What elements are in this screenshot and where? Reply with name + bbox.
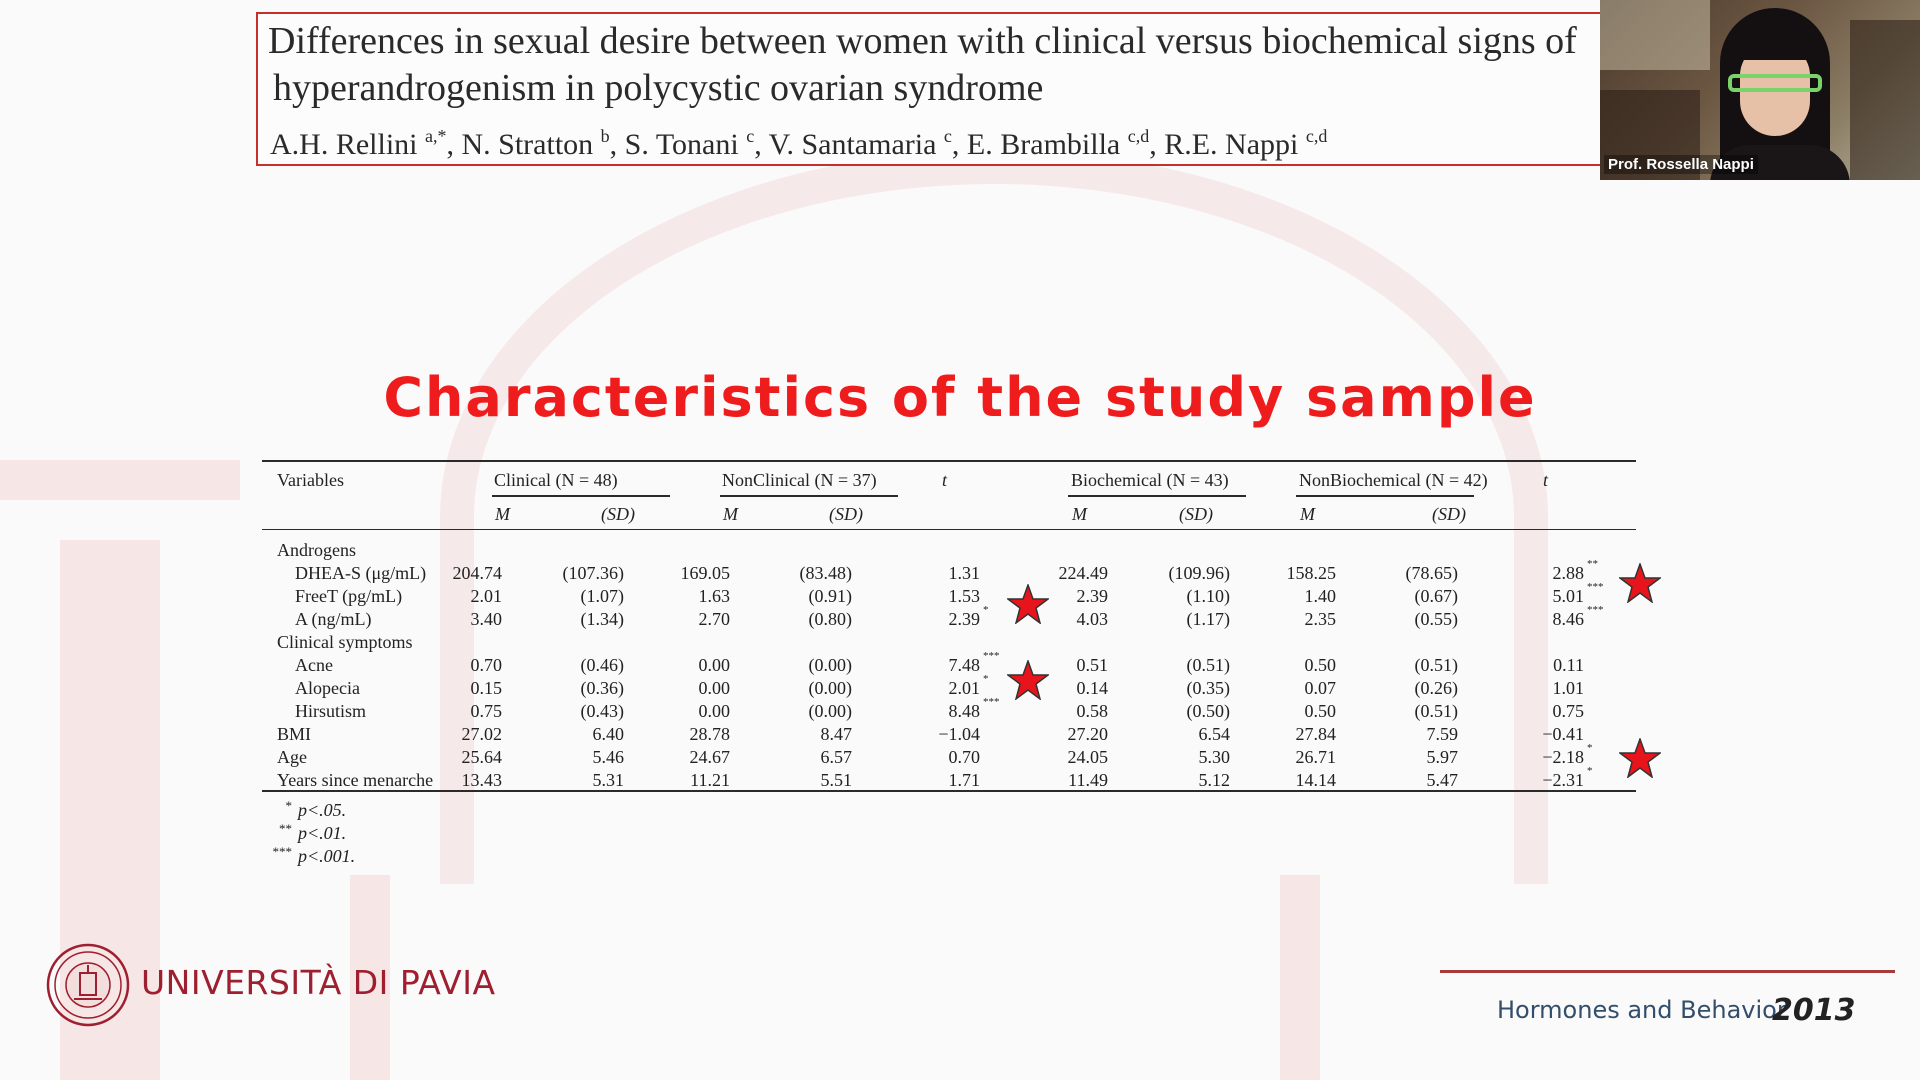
- nonclinical-group-rule: [720, 495, 898, 497]
- table-cell: 0.14: [1076, 678, 1108, 698]
- table-cell: 1.31: [948, 563, 980, 583]
- table-cell: 2.88 **: [1504, 563, 1584, 583]
- header-nonbiochemical: NonBiochemical (N = 42): [1299, 470, 1488, 490]
- header-t-biochemical: t: [1543, 470, 1549, 490]
- table-cell: (0.00): [808, 701, 852, 721]
- row-label: A (ng/mL): [295, 609, 372, 629]
- author-name: R.E. Nappi: [1164, 128, 1299, 161]
- table-cell: (0.80): [808, 609, 852, 629]
- table-cell: 0.75: [1552, 701, 1584, 721]
- header-biochemical: Biochemical (N = 43): [1071, 470, 1229, 490]
- header-sd: (SD): [1179, 504, 1213, 524]
- header-m: M: [495, 504, 510, 524]
- table-cell: 8.46 ***: [1504, 609, 1584, 629]
- table-cell: 0.58: [1076, 701, 1108, 721]
- significance-marker: ***: [983, 650, 1000, 662]
- publication-year: 2013: [1772, 993, 1856, 1028]
- presenter-name-label: Prof. Rossella Nappi: [1604, 155, 1758, 174]
- table-cell: (0.00): [808, 678, 852, 698]
- table-cell: −0.41: [1542, 724, 1584, 744]
- significance-marker: *: [1587, 765, 1593, 777]
- article-title-line-1: Differences in sexual desire between women with clinical versus biochemical signs of: [268, 20, 1577, 62]
- table-cell: 13.43: [461, 770, 502, 790]
- table-cell: 6.40: [592, 724, 624, 744]
- header-m: M: [1300, 504, 1315, 524]
- row-label: FreeT (pg/mL): [295, 586, 403, 606]
- table-cell: 2.70: [698, 609, 730, 629]
- table-cell: 0.00: [698, 678, 730, 698]
- table-cell: (1.07): [580, 586, 624, 606]
- table-cell: 5.97: [1426, 747, 1458, 767]
- author-separator: ,: [446, 128, 462, 161]
- table-cell: 1.53: [948, 586, 980, 606]
- author-separator: ,: [1149, 128, 1165, 161]
- table-cell: 224.49: [1058, 563, 1108, 583]
- row-label: Years since menarche: [277, 770, 434, 790]
- presenter-glasses: [1728, 74, 1822, 92]
- presenter-video-tile[interactable]: [1600, 0, 1920, 180]
- footnote: [262, 798, 346, 821]
- table-cell: −2.31 *: [1504, 770, 1584, 790]
- header-clinical: Clinical (N = 48): [494, 470, 618, 490]
- presenter-fringe: [1736, 26, 1816, 60]
- video-background-shelf: [1850, 20, 1920, 180]
- table-cell: 5.30: [1198, 747, 1230, 767]
- table-cell: 0.50: [1304, 701, 1336, 721]
- header-m: M: [1072, 504, 1087, 524]
- table-cell: 26.71: [1295, 747, 1336, 767]
- slide-title: Characteristics of the study sample: [383, 366, 1537, 429]
- table-cell: 2.01 *: [900, 678, 980, 698]
- table-cell: 5.46: [592, 747, 624, 767]
- row-label: Alopecia: [295, 678, 360, 698]
- table-cell: 7.48 ***: [900, 655, 980, 675]
- author-name: A.H. Rellini: [270, 128, 418, 161]
- row-label: Age: [277, 747, 307, 767]
- highlight-star-age: [1619, 738, 1661, 778]
- table-cell: (0.43): [580, 701, 624, 721]
- header-t-clinical: t: [942, 470, 948, 490]
- table-cell: (0.51): [1186, 655, 1230, 675]
- video-background-window: [1600, 0, 1710, 70]
- author-separator: ,: [754, 128, 769, 161]
- table-cell: 27.20: [1067, 724, 1108, 744]
- article-authors: [270, 126, 1327, 162]
- row-label: Hirsutism: [295, 701, 367, 721]
- author-affiliation: c: [746, 126, 755, 146]
- table-cell: 2.39: [1076, 586, 1108, 606]
- significance-marker: **: [1587, 558, 1598, 570]
- clinical-group-rule: [492, 495, 670, 497]
- table-cell: (1.17): [1186, 609, 1230, 629]
- table-cell: 8.48 ***: [900, 701, 980, 721]
- article-title: [268, 18, 1606, 112]
- table-cell: 6.57: [820, 747, 852, 767]
- table-cell: 5.47: [1426, 770, 1458, 790]
- journal-name: Hormones and Behavior: [1497, 996, 1787, 1024]
- journal-rule: [1440, 970, 1895, 973]
- section-heading: Androgens: [277, 540, 356, 560]
- article-title-line-2: hyperandrogenism in polycystic ovarian syndrome: [273, 67, 1044, 109]
- table-cell: 28.78: [689, 724, 730, 744]
- significance-marker: ***: [983, 696, 1000, 708]
- table-cell: (0.91): [808, 586, 852, 606]
- table-cell: 4.03: [1076, 609, 1108, 629]
- table-cell: 5.51: [820, 770, 852, 790]
- author-affiliation: b: [600, 126, 610, 146]
- highlight-star-androstenedione: [1007, 584, 1049, 624]
- table-cell: 14.14: [1295, 770, 1336, 790]
- highlight-star-freet: [1619, 563, 1661, 603]
- table-cell: 0.51: [1076, 655, 1108, 675]
- author-separator: ,: [951, 128, 967, 161]
- author-name: V. Santamaria: [768, 128, 937, 161]
- table-cell: (0.50): [1186, 701, 1230, 721]
- table-cell: (78.65): [1405, 563, 1458, 583]
- table-cell: 11.49: [1068, 770, 1108, 790]
- table-cell: 204.74: [452, 563, 502, 583]
- table-header-rule: [262, 529, 1636, 530]
- table-cell: 7.59: [1426, 724, 1458, 744]
- table-cell: (107.36): [562, 563, 624, 583]
- table-cell: 0.07: [1304, 678, 1336, 698]
- table-cell: 158.25: [1286, 563, 1336, 583]
- author-affiliation: c,d: [1127, 126, 1150, 146]
- table-cell: (0.26): [1414, 678, 1458, 698]
- table-cell: 0.50: [1304, 655, 1336, 675]
- table-cell: 5.31: [592, 770, 624, 790]
- table-top-rule: [262, 460, 1636, 462]
- table-cell: 2.39 *: [900, 609, 980, 629]
- footnote-symbol: **: [279, 821, 292, 836]
- footnote-symbol: *: [285, 798, 292, 813]
- table-cell: (0.55): [1414, 609, 1458, 629]
- table-cell: 3.40: [470, 609, 502, 629]
- table-cell: (0.46): [580, 655, 624, 675]
- table-cell: −1.04: [938, 724, 980, 744]
- table-cell: 2.01: [470, 586, 502, 606]
- author-name: E. Brambilla: [966, 128, 1121, 161]
- table-cell: 169.05: [680, 563, 730, 583]
- footnote-text: p<.001.: [298, 846, 356, 866]
- footnote-text: p<.01.: [298, 823, 347, 843]
- table-cell: 2.35: [1304, 609, 1336, 629]
- row-label: BMI: [277, 724, 312, 744]
- table-cell: (0.00): [808, 655, 852, 675]
- author-affiliation: c: [943, 126, 952, 146]
- row-label: DHEA-S (μg/mL): [295, 563, 427, 583]
- table-cell: 11.21: [690, 770, 730, 790]
- table-cell: −2.18 *: [1504, 747, 1584, 767]
- watermark-column-left: [0, 460, 240, 500]
- author-name: S. Tonani: [624, 128, 739, 161]
- header-sd: (SD): [1432, 504, 1466, 524]
- table-cell: (0.36): [580, 678, 624, 698]
- table-cell: 24.05: [1067, 747, 1108, 767]
- footnote: [262, 844, 355, 867]
- author-name: N. Stratton: [461, 128, 594, 161]
- table-cell: 0.00: [698, 701, 730, 721]
- table-cell: 0.75: [470, 701, 502, 721]
- significance-marker: ***: [1587, 604, 1604, 616]
- table-cell: 1.01: [1552, 678, 1584, 698]
- table-cell: 1.63: [698, 586, 730, 606]
- significance-marker: *: [1587, 742, 1593, 754]
- table-cell: 27.02: [461, 724, 502, 744]
- table-cell: 5.01 ***: [1504, 586, 1584, 606]
- table-cell: (109.96): [1168, 563, 1230, 583]
- header-variables: Variables: [277, 470, 344, 490]
- header-m: M: [723, 504, 738, 524]
- table-cell: 6.54: [1198, 724, 1230, 744]
- table-cell: (83.48): [799, 563, 852, 583]
- table-cell: (0.51): [1414, 701, 1458, 721]
- footnote-symbol: ***: [272, 844, 292, 859]
- table-cell: (0.35): [1186, 678, 1230, 698]
- header-sd: (SD): [601, 504, 635, 524]
- biochemical-group-rule: [1068, 495, 1246, 497]
- author-affiliation: a,*: [425, 126, 447, 146]
- highlight-star-alopecia: [1007, 660, 1049, 700]
- header-sd: (SD): [829, 504, 863, 524]
- table-cell: (1.34): [580, 609, 624, 629]
- article-header-box: [256, 12, 1606, 166]
- author-affiliation: c,d: [1305, 126, 1328, 146]
- table-cell: 0.70: [948, 747, 980, 767]
- table-cell: 1.71: [948, 770, 980, 790]
- university-name: UNIVERSITÀ DI PAVIA: [141, 963, 496, 1002]
- section-heading: Clinical symptoms: [277, 632, 413, 652]
- table-cell: 25.64: [461, 747, 502, 767]
- table-cell: (1.10): [1186, 586, 1230, 606]
- table-cell: 0.70: [470, 655, 502, 675]
- significance-marker: *: [983, 604, 989, 616]
- author-separator: ,: [609, 128, 625, 161]
- significance-marker: ***: [1587, 581, 1604, 593]
- table-cell: 0.15: [470, 678, 502, 698]
- significance-marker: *: [983, 673, 989, 685]
- table-cell: (0.51): [1414, 655, 1458, 675]
- table-cell: 1.40: [1304, 586, 1336, 606]
- table-cell: 24.67: [689, 747, 730, 767]
- table-cell: 5.12: [1198, 770, 1230, 790]
- watermark-column-mid-right: [1280, 875, 1320, 1080]
- table-cell: 8.47: [820, 724, 852, 744]
- table-cell: 0.00: [698, 655, 730, 675]
- footnote-text: p<.05.: [298, 800, 347, 820]
- table-cell: 0.11: [1553, 655, 1584, 675]
- table-cell: 27.84: [1295, 724, 1336, 744]
- footnote: [262, 821, 346, 844]
- university-seal-logo: [46, 943, 130, 1027]
- table-cell: (0.67): [1414, 586, 1458, 606]
- nonbiochemical-group-rule: [1296, 495, 1474, 497]
- header-nonclinical: NonClinical (N = 37): [722, 470, 877, 490]
- row-label: Acne: [295, 655, 333, 675]
- table-bottom-rule: [262, 790, 1636, 792]
